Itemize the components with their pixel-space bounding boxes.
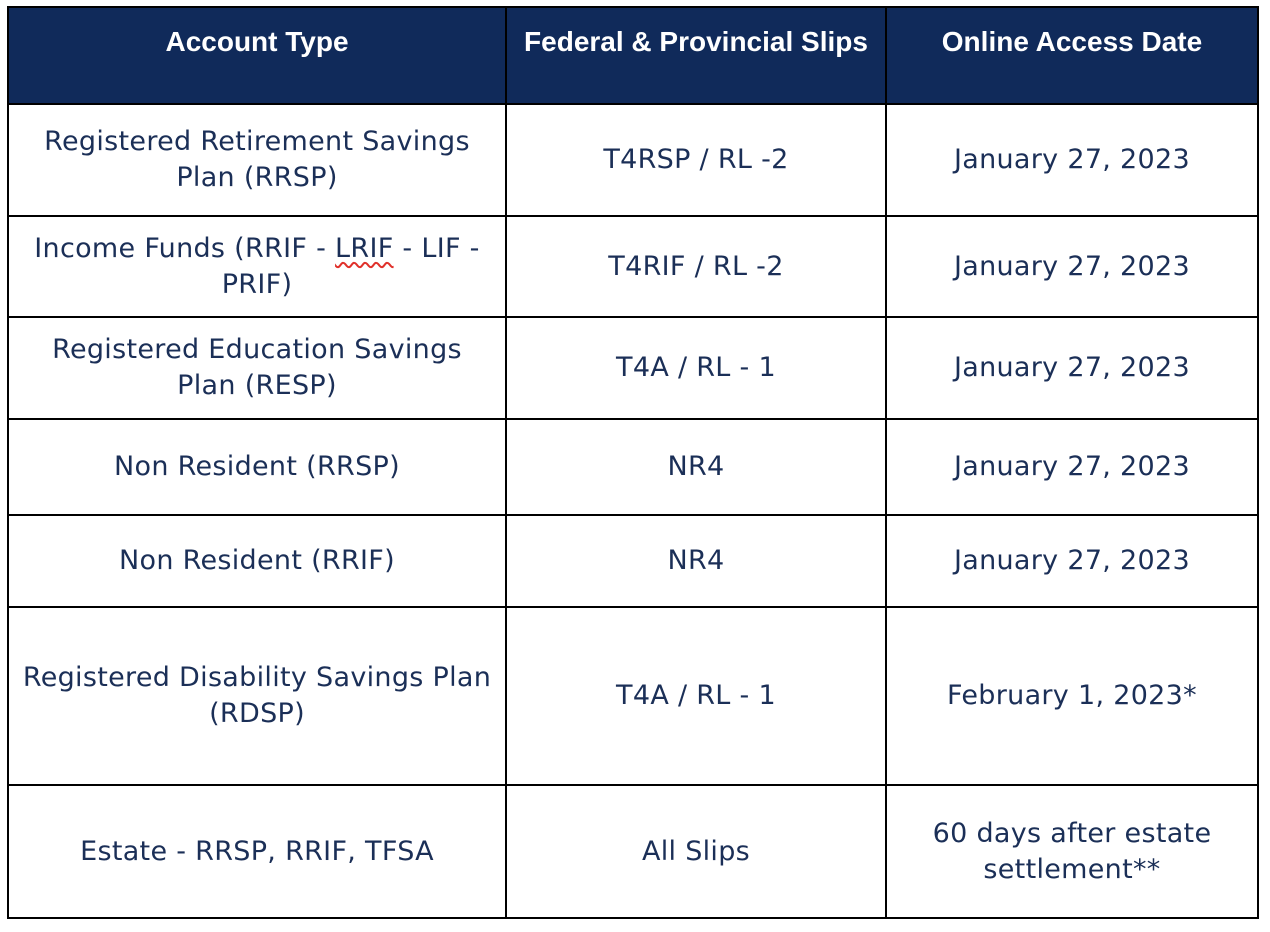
slips-cell: NR4 bbox=[506, 419, 886, 515]
table-row bbox=[8, 607, 1258, 785]
account-type-cell: Registered Retirement Savings Plan (RRSP) bbox=[8, 104, 506, 216]
table-row bbox=[8, 785, 1258, 918]
access-date-cell: January 27, 2023 bbox=[886, 419, 1258, 515]
account-type-text: - LIF - PRIF) bbox=[221, 232, 480, 300]
account-type-cell: Estate - RRSP, RRIF, TFSA bbox=[8, 785, 506, 918]
access-date-cell: February 1, 2023* bbox=[886, 607, 1258, 785]
access-date-cell: 60 days after estate settlement** bbox=[886, 785, 1258, 918]
account-type-cell bbox=[8, 216, 506, 317]
header-account-type: Account Type bbox=[8, 7, 506, 104]
header-slips: Federal & Provincial Slips bbox=[506, 7, 886, 104]
access-date-cell: January 27, 2023 bbox=[886, 216, 1258, 317]
account-type-text: Income Funds (RRIF - bbox=[34, 232, 336, 264]
header-access-date: Online Access Date bbox=[886, 7, 1258, 104]
slips-cell: T4RIF / RL -2 bbox=[506, 216, 886, 317]
spellcheck-flagged-word: LRIF bbox=[335, 232, 394, 264]
slips-cell: All Slips bbox=[506, 785, 886, 918]
access-date-cell: January 27, 2023 bbox=[886, 515, 1258, 607]
account-type-cell: Non Resident (RRSP) bbox=[8, 419, 506, 515]
header-row bbox=[8, 7, 1258, 104]
access-date-cell: January 27, 2023 bbox=[886, 104, 1258, 216]
slips-cell: T4A / RL - 1 bbox=[506, 317, 886, 419]
account-type-cell: Registered Disability Savings Plan (RDSP) bbox=[8, 607, 506, 785]
access-date-cell: January 27, 2023 bbox=[886, 317, 1258, 419]
table-row bbox=[8, 317, 1258, 419]
table-row bbox=[8, 515, 1258, 607]
table-row bbox=[8, 216, 1258, 317]
table-row bbox=[8, 104, 1258, 216]
slips-cell: NR4 bbox=[506, 515, 886, 607]
slips-cell: T4A / RL - 1 bbox=[506, 607, 886, 785]
slips-cell: T4RSP / RL -2 bbox=[506, 104, 886, 216]
account-type-cell: Non Resident (RRIF) bbox=[8, 515, 506, 607]
table-row bbox=[8, 419, 1258, 515]
tax-slip-table bbox=[7, 6, 1259, 919]
account-type-cell: Registered Education Savings Plan (RESP) bbox=[8, 317, 506, 419]
